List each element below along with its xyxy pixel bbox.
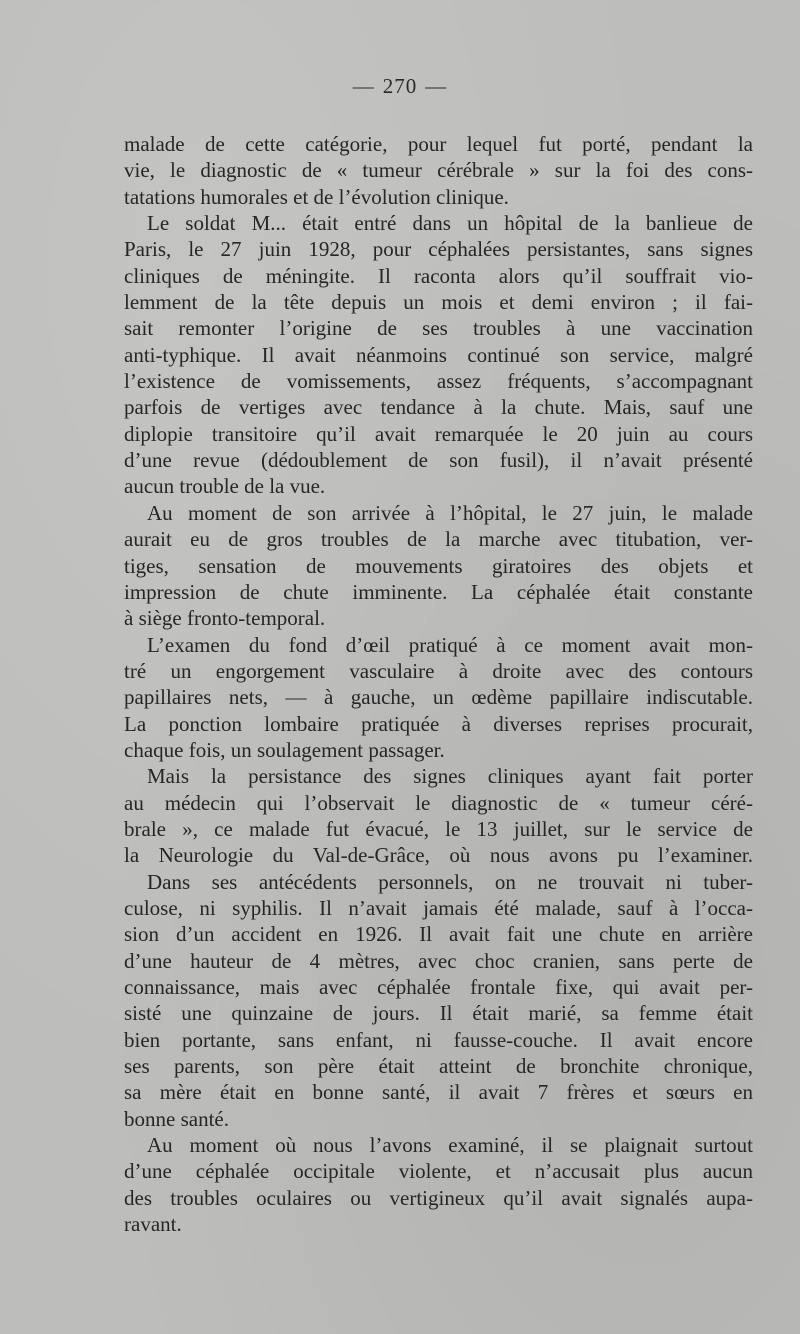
text-line: Mais la persistance des signes cliniques ayant fait porter — [147, 764, 753, 789]
text-line: sion d’un accident en 1926. Il avait fait une chute en arrière — [124, 922, 753, 947]
text-line: parfois de vertiges avec tendance à la chute. Mais, sauf une — [124, 395, 753, 420]
text-line: aucun trouble de la vue. — [124, 474, 326, 499]
text-line: Paris, le 27 juin 1928, pour céphalées persistantes, sans signes — [124, 237, 753, 262]
text-line: Le soldat M... était entré dans un hôpital de la banlieue de — [147, 211, 753, 236]
text-line: ses parents, son père était atteint de bronchite chronique, — [124, 1054, 753, 1079]
text-line: ravant. — [124, 1212, 182, 1237]
text-line: L’examen du fond d’œil pratiqué à ce moment avait mon- — [147, 632, 753, 657]
text-line: malade de cette catégorie, pour lequel fut porté, pendant la — [124, 132, 753, 156]
text-line: bien portante, sans enfant, ni fausse-couche. Il avait encore — [124, 1027, 753, 1052]
text-line: aurait eu de gros troubles de la marche avec titubation, ver- — [124, 527, 753, 552]
body-text — [124, 131, 753, 1237]
text-line: des troubles oculaires ou vertigineux qu’il avait signalés aupa- — [124, 1185, 753, 1210]
text-line: sisté une quinzaine de jours. Il était marié, sa femme était — [124, 1001, 753, 1026]
text-line: connaissance, mais avec céphalée frontale fixe, qui avait per- — [124, 975, 753, 999]
text-line: d’une céphalée occipitale violente, et n’accusait plus aucun — [124, 1159, 753, 1184]
text-line: brale », ce malade fut évacué, le 13 juillet, sur le service de — [124, 816, 753, 841]
text-line: cliniques de méningite. Il raconta alors qu’il souffrait vio- — [124, 263, 753, 288]
text-line: tiges, sensation de mouvements giratoires des objets et — [124, 553, 753, 578]
text-line: bonne santé. — [124, 1106, 229, 1131]
text-line: diplopie transitoire qu’il avait remarquée le 20 juin au cours — [124, 421, 753, 446]
text-line: sa mère était en bonne santé, il avait 7 frères et sœurs en — [124, 1080, 753, 1105]
page-number-dash-right: — — [425, 74, 448, 98]
text-line: vie, le diagnostic de « tumeur cérébrale » sur la foi des cons- — [124, 158, 753, 183]
text-line: culose, ni syphilis. Il n’avait jamais été malade, sauf à l’occa- — [124, 895, 753, 920]
text-line: à siège fronto-temporal. — [124, 606, 326, 631]
text-line: l’existence de vomissements, assez fréquents, s’accompagnant — [124, 369, 753, 394]
text-line: d’une hauteur de 4 mètres, avec choc cranien, sans perte de — [124, 948, 753, 973]
text-line: impression de chute imminente. La céphalée était constante — [124, 579, 753, 604]
text-line: la Neurologie du Val-de-Grâce, où nous avons pu l’examiner. — [124, 843, 753, 868]
text-line: au médecin qui l’observait le diagnostic de « tumeur céré- — [124, 790, 753, 815]
text-line: tré un engorgement vasculaire à droite avec des contours — [124, 658, 753, 683]
text-line: Au moment où nous l’avons examiné, il se plaignait surtout — [147, 1133, 753, 1158]
text-line: lemment de la tête depuis un mois et demi environ ; il fai- — [124, 290, 753, 315]
text-line: tatations humorales et de l’évolution clinique. — [124, 184, 509, 209]
page-number-dash-left: — — [352, 74, 375, 98]
text-line: Dans ses antécédents personnels, on ne trouvait ni tuber- — [147, 869, 753, 894]
text-line: chaque fois, un soulagement passager. — [124, 737, 445, 762]
text-line: sait remonter l’origine de ses troubles à une vaccination — [124, 316, 753, 341]
text-line: anti-typhique. Il avait néanmoins continué son service, malgré — [124, 342, 753, 367]
text-line: d’une revue (dédoublement de son fusil), il n’avait présenté — [124, 448, 753, 473]
page-number: 270 — [382, 74, 418, 98]
text-line: papillaires nets, — à gauche, un œdème papillaire indiscutable. — [124, 685, 753, 710]
text-line: La ponction lombaire pratiquée à diverses reprises procurait, — [124, 711, 753, 736]
text-line: Au moment de son arrivée à l’hôpital, le 27 juin, le malade — [147, 500, 753, 525]
page-number-header — [0, 74, 800, 99]
